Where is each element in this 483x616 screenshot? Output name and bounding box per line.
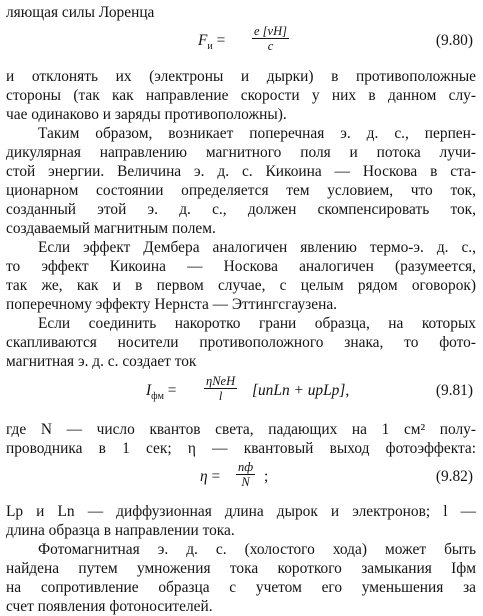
fraction-numerator: e [vH] xyxy=(254,24,287,38)
equation-9-81 xyxy=(0,370,483,414)
text-line: Если эффект Дембера аналогичен явлению термо-э. д. с., xyxy=(38,239,476,256)
fraction-denominator: c xyxy=(267,39,274,53)
fraction-denominator: l xyxy=(218,389,223,403)
text-line: так же, как и в первом случае, с целым рядом оговорок) xyxy=(6,277,476,294)
text-line: Таким образом, возникает поперечная э. д. с., перпен- xyxy=(38,125,476,142)
fraction-numerator: ηNeH xyxy=(206,374,236,388)
text-line: и отклонять их (электроны и дырки) в противоположные xyxy=(6,68,476,85)
text-line: чае одинаково и заряды противоположны). xyxy=(6,106,287,123)
text-line: стороны (так как направление скорости у них в данном слу- xyxy=(6,87,476,104)
text-line: где N — число квантов света, падающих на 1 см² полу- xyxy=(6,421,476,438)
equation-number: (9.80) xyxy=(435,32,473,49)
equation-lhs: η = xyxy=(200,468,221,485)
text-line: Если соединить накоротко грани образца, на которых xyxy=(38,315,476,332)
text-line: стой энергии. Величина э. д. с. Кикоина — Носкова в ста- xyxy=(6,163,476,180)
equation-number: (9.81) xyxy=(435,382,473,399)
text-line: дикулярная направлению магнитного поля и потока лучи- xyxy=(6,144,476,161)
text-line: создаваемый магнитным полем. xyxy=(6,220,216,237)
text-line: ционарном состоянии определяется тем условием, что ток, xyxy=(6,182,476,199)
equation-rhs: ; xyxy=(264,468,269,485)
text-line: счет появления фотоносителей. xyxy=(6,598,213,615)
equation-9-82 xyxy=(0,456,483,500)
text-line: то эффект Кикоина — Носкова аналогичен (разумеется, xyxy=(6,258,476,275)
text-line: длина образца в направлении тока. xyxy=(6,522,235,539)
equation-fraction xyxy=(236,460,255,490)
text-line: Lp и Ln — диффузионная длина дырок и электронов; l — xyxy=(6,503,476,520)
text-line: поперечному эффекту Нернста — Эттингсгаузена. xyxy=(6,296,337,313)
text-line: Фотомагнитная э. д. с. (холостого хода) может быть xyxy=(38,541,476,558)
text-line: ляющая силы Лоренца xyxy=(6,4,155,21)
text-line: созданный этой э. д. с., должен скомпенсировать ток, xyxy=(6,201,476,218)
fraction-numerator: nф xyxy=(238,460,254,474)
fraction-denominator: N xyxy=(241,475,250,489)
text-line: найдена путем умножения тока короткого замыкания Iфм xyxy=(6,560,476,577)
equation-number: (9.82) xyxy=(435,468,473,485)
equation-rhs: [unLn + upLp], xyxy=(252,382,350,399)
text-line: на сопротивление образца с учетом его уменьшения за xyxy=(6,579,476,596)
equation-lhs: $I_{фм}$ = xyxy=(146,382,177,403)
text-line: скапливаются носители противоположного знака, то фото- xyxy=(6,334,476,351)
text-line: проводника в 1 сек; η — квантовый выход фотоэффекта: xyxy=(6,440,476,457)
equation-fraction xyxy=(204,374,237,404)
text-line: магнитная э. д. с. создает ток xyxy=(6,353,197,370)
equation-9-80 xyxy=(0,20,483,64)
equation-lhs: $F_и$ = xyxy=(198,32,226,53)
equation-fraction xyxy=(252,24,289,54)
